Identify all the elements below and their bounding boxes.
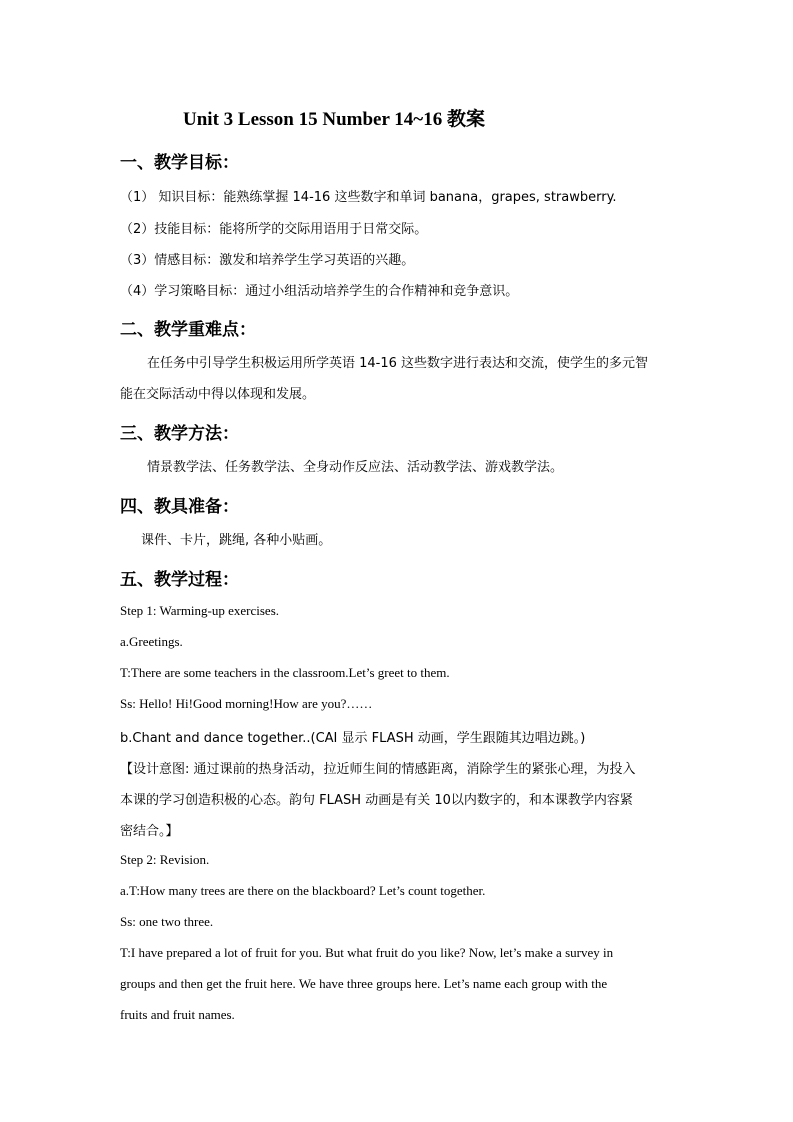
procedure-line: Step 2: Revision. <box>120 852 210 867</box>
objective-item: （3）情感目标：激发和培养学生学习英语的兴趣。 <box>120 253 415 268</box>
design-intent-line: 密结合。】 <box>120 824 179 839</box>
procedure-line: b.Chant and dance together..(CAI 显示 FLASH 动画，学生跟随其边唱边跳。) <box>120 731 586 746</box>
design-intent-line: 【设计意图: 通过课前的热身活动，拉近师生间的情感距离，消除学生的紧张心理，为投入 <box>120 762 636 777</box>
procedure-line: groups and then get the fruit here. We have three groups here. Let’s name each group with the <box>120 976 608 991</box>
paragraph-line: 课件、卡片，跳绳, 各种小贴画。 <box>141 533 332 548</box>
paragraph-line: 在任务中引导学生积极运用所学英语 14-16 这些数字进行表达和交流，使学生的多元智 <box>147 356 649 371</box>
procedure-line: Ss: Hello! Hi!Good morning!How are you?…… <box>120 696 373 711</box>
procedure-line: a.T:How many trees are there on the blackboard? Let’s count together. <box>120 883 486 898</box>
objective-item: （4）学习策略目标：通过小组活动培养学生的合作精神和竞争意识。 <box>120 284 519 299</box>
paragraph-line: 情景教学法、任务教学法、全身动作反应法、活动教学法、游戏教学法。 <box>147 460 564 475</box>
procedure-line: T:I have prepared a lot of fruit for you. But what fruit do you like? Now, let’s make a survey in <box>120 945 614 960</box>
procedure-line: Ss: one two three. <box>120 914 214 929</box>
section-heading-objectives: 一、教学目标： <box>120 153 239 173</box>
section-heading-procedure: 五、教学过程： <box>120 570 239 590</box>
paragraph-line: 能在交际活动中得以体现和发展。 <box>120 387 316 402</box>
section-heading-methods: 三、教学方法： <box>120 424 239 444</box>
procedure-line: fruits and fruit names. <box>120 1007 235 1022</box>
procedure-line: Step 1: Warming-up exercises. <box>120 603 280 618</box>
section-heading-materials: 四、教具准备： <box>120 497 239 517</box>
procedure-line: a.Greetings. <box>120 634 183 649</box>
procedure-line: T:There are some teachers in the classroom.Let’s greet to them. <box>120 665 450 680</box>
document-title: Unit 3 Lesson 15 Number 14~16 教案 <box>183 109 485 130</box>
objective-item: （2）技能目标：能将所学的交际用语用于日常交际。 <box>120 222 428 237</box>
section-heading-key-points: 二、教学重难点： <box>120 320 256 340</box>
design-intent-line: 本课的学习创造积极的心态。韵句 FLASH 动画是有关 10以内数字的，和本课教学内容紧 <box>120 793 633 808</box>
objective-item: （1） 知识目标：能熟练掌握 14-16 这些数字和单词 banana，grapes, strawberry. <box>120 190 617 205</box>
